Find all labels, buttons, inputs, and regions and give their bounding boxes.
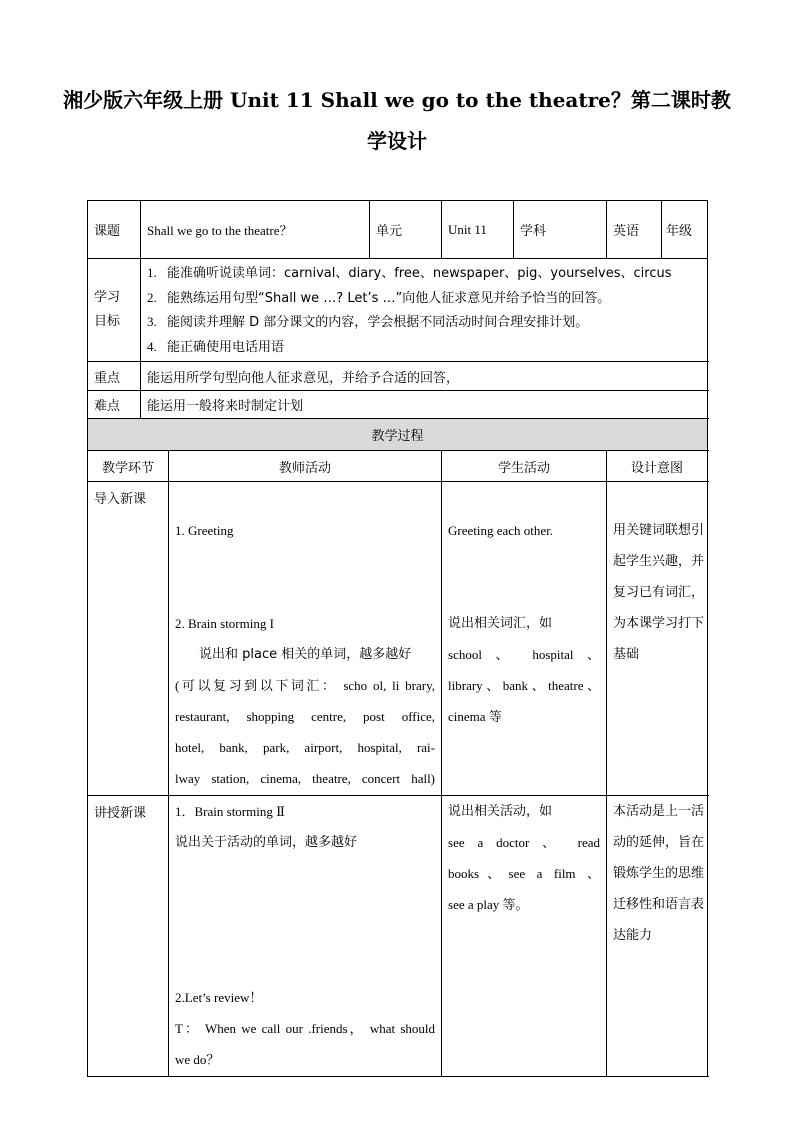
teacher-review-line: hotel, bank, park, airport, hospital, rai- xyxy=(175,740,436,755)
student-line: 说出相关活动，如 xyxy=(448,804,553,819)
goal-item: 4. 能正确使用电话用语 xyxy=(147,338,285,355)
student-line: school 、 hospital 、 xyxy=(448,647,601,662)
intent-line: 基础 xyxy=(613,647,640,662)
goal-item: 2. 能熟练运用句型“Shall we …? Let’s …”向他人征求意见并给予恰当的回答。 xyxy=(147,289,611,306)
process-header: 教学过程 xyxy=(88,419,708,451)
difficulty-label: 难点 xyxy=(88,391,141,419)
teacher-activity xyxy=(169,796,442,1077)
column-header-intent: 设计意图 xyxy=(607,451,708,482)
subject-value: 英语 xyxy=(607,201,662,259)
process-header-row xyxy=(88,419,708,451)
student-line: library、bank、theatre、 xyxy=(448,678,601,693)
intent-line: 本活动是上一活 xyxy=(613,804,705,819)
key-point-row xyxy=(88,362,708,391)
teacher-instruction: 说出和 place 相关的单词，越多越好 xyxy=(199,647,412,662)
intent-line: 起学生兴趣，并 xyxy=(613,554,705,569)
teacher-line: we do？ xyxy=(175,1052,220,1067)
student-greeting: Greeting each other. xyxy=(448,523,554,538)
stage-row-new-lesson xyxy=(88,796,708,1077)
goals-row xyxy=(88,259,708,362)
student-activity xyxy=(442,482,607,796)
teacher-brainstorm: 2. Brain storming I xyxy=(175,616,274,631)
teacher-line: T： When we call our .friends， what should xyxy=(175,1021,436,1036)
intent-line: 迁移性和语言表 xyxy=(613,897,705,912)
teacher-greeting: 1. Greeting xyxy=(175,523,234,538)
intent-line: 动的延伸，旨在 xyxy=(613,835,705,850)
student-line: see a doctor 、 read xyxy=(448,835,601,850)
design-intent xyxy=(607,482,708,796)
intent-line: 锻炼学生的思维 xyxy=(613,866,705,881)
goal-item: 1. 能准确听说读单词：carnival、diary、free、newspaper、pig、yourselves、circus xyxy=(147,265,672,281)
column-header-stage: 教学环节 xyxy=(88,451,169,482)
stage-name: 导入新课 xyxy=(88,482,169,796)
intent-line: 用关键词联想引 xyxy=(613,523,705,538)
lesson-plan-table xyxy=(87,200,708,1077)
column-header-teacher: 教师活动 xyxy=(169,451,442,482)
teacher-review: 2.Let’s review！ xyxy=(175,990,263,1005)
difficulty-row xyxy=(88,391,708,419)
student-line: 说出相关词汇，如 xyxy=(448,616,553,631)
difficulty-value: 能运用一般将来时制定计划 xyxy=(141,391,708,419)
design-intent xyxy=(607,796,708,1077)
teacher-brainstorm: 1．Brain storming Ⅱ xyxy=(175,804,285,819)
column-header-row xyxy=(88,451,708,482)
goals-label xyxy=(88,259,141,362)
teacher-review-line: (可以复习到以下词汇： scho ol, li brary, xyxy=(175,678,436,693)
document-title-line-2: 学设计 xyxy=(367,129,427,153)
key-point-label: 重点 xyxy=(88,362,141,391)
intent-line: 达能力 xyxy=(613,928,653,943)
student-line: books、see a film 、 xyxy=(448,866,601,881)
intent-line: 复习已有词汇， xyxy=(613,585,705,600)
info-row xyxy=(88,201,708,259)
key-point-value: 能运用所学句型向他人征求意见，并给予合适的回答， xyxy=(141,362,708,391)
teacher-review-line: restaurant, shopping centre, post office, xyxy=(175,709,436,724)
topic-value: Shall we go to the theatre？ xyxy=(141,201,370,259)
subject-label: 学科 xyxy=(514,201,607,259)
goals-label-line-2: 目标 xyxy=(94,314,121,329)
student-line: cinema 等 xyxy=(448,709,502,724)
column-header-student: 学生活动 xyxy=(442,451,607,482)
stage-row-intro xyxy=(88,482,708,796)
unit-value: Unit 11 xyxy=(442,201,514,259)
teacher-activity xyxy=(169,482,442,796)
stage-name: 讲授新课 xyxy=(88,796,169,1077)
grade-label: 年级 xyxy=(662,201,708,259)
unit-label: 单元 xyxy=(370,201,442,259)
goal-item: 3. 能阅读并理解 D 部分课文的内容，学会根据不同活动时间合理安排计划。 xyxy=(147,314,589,330)
topic-label: 课题 xyxy=(88,201,141,259)
intent-line: 为本课学习打下 xyxy=(613,616,705,631)
goals-list xyxy=(141,259,708,362)
teacher-review-line: lway station, cinema, theatre, concert hall) xyxy=(175,771,436,786)
teacher-instruction: 说出关于活动的单词，越多越好 xyxy=(175,835,358,850)
student-line: see a play 等。 xyxy=(448,897,529,912)
goals-label-line-1: 学习 xyxy=(94,290,121,305)
student-activity xyxy=(442,796,607,1077)
document-title-line-1: 湘少版六年级上册 Unit 11 Shall we go to the theatre？第二课时教 xyxy=(63,88,731,112)
